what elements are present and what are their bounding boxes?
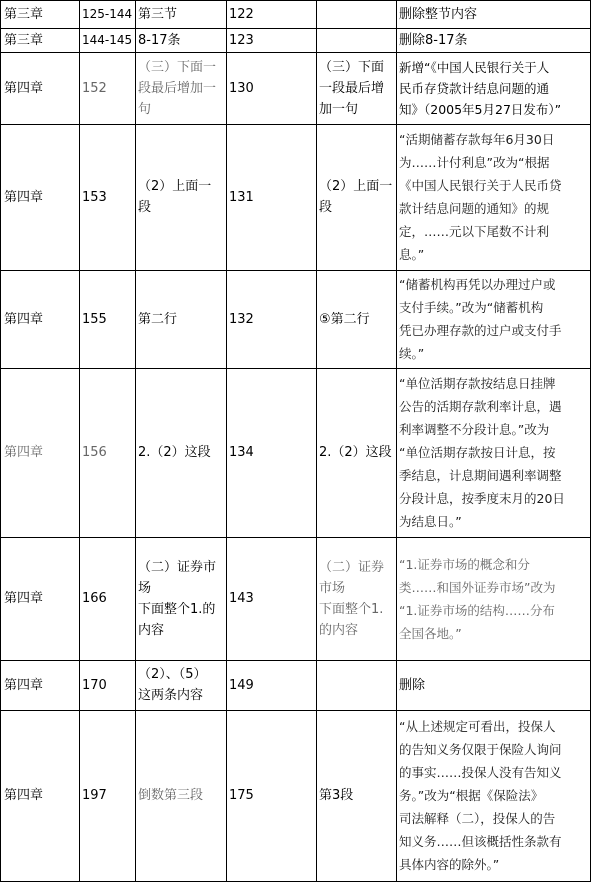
chapter-cell: 第四章 — [4, 80, 44, 96]
new-position-cell: 第3段 — [319, 788, 354, 803]
position-cell: 2.（2）这段 — [138, 445, 211, 460]
chapter-cell: 第四章 — [4, 311, 44, 327]
new-page-cell: 122 — [229, 6, 254, 22]
chapter-cell: 第四章 — [4, 189, 44, 205]
new-page-cell: 143 — [229, 591, 254, 606]
change-cell: 新增“《中国人民银行关于人 民币存贷款计结息问题的通 知》（2005年5月27日发布）” — [399, 59, 562, 117]
new-page-cell: 130 — [229, 80, 254, 96]
chapter-cell: 第三章 — [4, 32, 44, 48]
new-position-cell: 2.（2）这段 — [319, 445, 392, 460]
change-cell: 删除 — [399, 677, 426, 693]
column-divider — [396, 0, 397, 882]
old-page-cell: 152 — [82, 80, 107, 96]
position-cell: 倒数第三段 — [138, 788, 204, 803]
old-page-cell: 197 — [82, 788, 107, 803]
old-page-cell: 153 — [82, 189, 107, 205]
chapter-cell: 第四章 — [4, 591, 44, 606]
column-divider — [316, 0, 317, 882]
new-page-cell: 149 — [229, 677, 254, 693]
new-position-cell: （三）下面 一段最后增 加一句 — [319, 59, 385, 117]
new-position-cell: （二）证券 市场 下面整个1. 的内容 — [319, 559, 385, 638]
change-cell: “1.证券市场的概念和分 类……和国外证券市场”改为 “1.证券市场的结构……分布 全国各地。” — [399, 556, 556, 641]
old-page-cell: 144-145 — [82, 32, 133, 47]
change-cell: “单位活期存款按结息日挂牌 公告的活期存款利率计息，遇 利率调整不分段计息。”改为 “单位活期存款按日计息，按 季结息，计息期间遇利率调整 分段计息，按季度末月的20日 为结息日。” — [399, 376, 565, 529]
position-cell: 第二行 — [138, 311, 178, 327]
change-cell: “从上述规定可看出，投保人 的告知义务仅限于保险人询问 的事实……投保人没有告知义 务。”改为“根据《保险法》 司法解释（二），投保人的告 知义务……但该概括性条款有 具体内容的除外。” — [399, 719, 562, 872]
new-position-cell: ⑤第二行 — [319, 311, 370, 327]
column-divider — [226, 0, 227, 882]
old-page-cell: 156 — [82, 445, 107, 460]
column-divider — [79, 0, 80, 882]
old-page-cell: 125-144 — [82, 6, 133, 21]
position-cell: （2）上面一 段 — [138, 179, 212, 215]
column-divider — [0, 0, 1, 882]
position-cell: （2）、（5） 这两条内容 — [138, 667, 207, 703]
new-position-cell: （2）上面一 段 — [319, 179, 393, 215]
chapter-cell: 第四章 — [4, 445, 44, 460]
old-page-cell: 155 — [82, 311, 107, 327]
position-cell: 8-17条 — [138, 32, 181, 48]
position-cell: 第三节 — [138, 6, 178, 22]
old-page-cell: 166 — [82, 591, 107, 606]
new-position-cell — [319, 660, 395, 710]
new-page-cell: 175 — [229, 788, 254, 803]
new-page-cell: 123 — [229, 32, 254, 48]
change-cell: 删除整节内容 — [399, 6, 478, 22]
new-page-cell: 132 — [229, 311, 254, 327]
new-position-cell — [319, 28, 395, 52]
chapter-cell: 第四章 — [4, 677, 44, 693]
old-page-cell: 170 — [82, 677, 107, 693]
change-cell: “活期储蓄存款每年6月30日 为……计付利息”改为“根据 《中国人民银行关于人民币贷 款计结息问题的通知》的规 定，……元以下尾数不计利 息。” — [399, 132, 562, 262]
chapter-cell: 第四章 — [4, 788, 44, 803]
change-cell: “储蓄机构再凭以办理过户或 支付手续。”改为“储蓄机构 凭已办理存款的过户或支付手 续。” — [399, 277, 562, 361]
column-divider — [135, 0, 136, 882]
chapter-cell: 第三章 — [4, 6, 44, 22]
position-cell: （二）证券市 场 下面整个1.的 内容 — [138, 559, 217, 638]
change-cell: 删除8-17条 — [399, 32, 468, 48]
new-page-cell: 134 — [229, 445, 254, 460]
new-page-cell: 131 — [229, 189, 254, 205]
new-position-cell — [319, 0, 395, 28]
position-cell: （三）下面一 段最后增加一 句 — [138, 59, 217, 117]
